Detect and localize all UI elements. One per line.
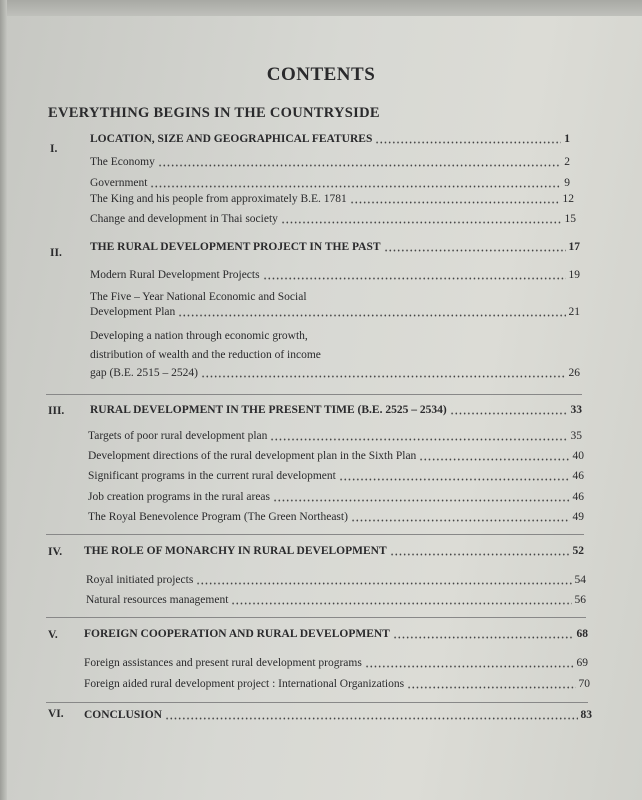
page-number: 52 [572, 545, 584, 557]
entry-title-line: The Five – Year National Economic and Social [90, 291, 307, 303]
dot-leader [390, 553, 570, 556]
entry-title: gap (B.E. 2515 – 2524) [90, 367, 198, 379]
section-numeral: II. [50, 247, 62, 259]
dot-leader [178, 314, 565, 317]
entry-title: Natural resources management [86, 594, 229, 606]
dot-leader [273, 499, 569, 502]
toc-entry[interactable] [90, 212, 576, 226]
section-numeral: V. [48, 629, 58, 641]
toc-entry[interactable] [84, 677, 590, 691]
toc-entry[interactable] [88, 510, 584, 524]
dot-leader [165, 717, 578, 720]
toc-entry[interactable] [90, 176, 570, 190]
page-subtitle: EVERYTHING BEGINS IN THE COUNTRYSIDE [48, 105, 380, 121]
section-numeral: III. [48, 405, 65, 417]
entry-title: Significant programs in the current rural development [88, 470, 336, 482]
section-title: THE ROLE OF MONARCHY IN RURAL DEVELOPMENT [84, 545, 387, 557]
section-title: THE RURAL DEVELOPMENT PROJECT IN THE PAST [90, 241, 381, 253]
dot-leader [158, 164, 561, 167]
dot-leader [281, 221, 562, 224]
page-number: 46 [572, 470, 584, 482]
entry-title: Development directions of the rural development plan in the Sixth Plan [88, 450, 417, 462]
page-number: 2 [564, 156, 570, 168]
page-number: 12 [562, 193, 574, 205]
entry-title-line: distribution of wealth and the reduction of income [90, 349, 321, 361]
dot-leader [407, 686, 575, 689]
toc-entry[interactable] [88, 490, 584, 504]
section-title: FOREIGN COOPERATION AND RURAL DEVELOPMENT [84, 628, 390, 640]
toc-entry[interactable] [86, 593, 586, 607]
dot-leader [450, 412, 568, 415]
toc-entry[interactable] [90, 305, 580, 319]
toc-entry[interactable] [88, 449, 584, 463]
entry-title: Targets of poor rural development plan [88, 430, 268, 442]
entry-title: Foreign assistances and present rural development programs [84, 657, 362, 669]
entry-title: The Economy [90, 156, 155, 168]
page-number: 49 [572, 511, 584, 523]
dot-leader [419, 458, 569, 461]
page-number: 9 [564, 177, 570, 189]
dot-leader [231, 602, 571, 605]
page-number: 54 [574, 574, 586, 586]
entry-title-line: Developing a nation through economic growth, [90, 330, 308, 342]
toc-entry[interactable] [86, 573, 586, 587]
toc-entry[interactable] [88, 429, 582, 443]
dot-leader [351, 519, 570, 522]
toc-entry[interactable] [84, 656, 588, 670]
section-numeral: IV. [48, 546, 63, 558]
section-numeral: VI. [48, 708, 64, 720]
toc-entry-section-4[interactable] [84, 544, 584, 558]
toc-entry-section-3[interactable] [90, 403, 582, 417]
dot-leader [365, 665, 574, 668]
entry-title: The King and his people from approximately B.E. 1781 [90, 193, 347, 205]
dot-leader [375, 141, 561, 144]
dot-leader [263, 277, 566, 280]
toc-entry-section-2[interactable] [90, 240, 580, 254]
toc-entry-section-1[interactable] [90, 132, 570, 146]
section-divider [46, 617, 586, 618]
page-number: 35 [570, 430, 582, 442]
page-number: 68 [576, 628, 588, 640]
section-title: RURAL DEVELOPMENT IN THE PRESENT TIME (B.E. 2525 – 2534) [90, 404, 447, 416]
dot-leader [270, 438, 567, 441]
page-number: 15 [564, 213, 576, 225]
section-title: LOCATION, SIZE AND GEOGRAPHICAL FEATURES [90, 133, 373, 145]
dot-leader [339, 478, 570, 481]
section-numeral: I. [50, 143, 58, 155]
entry-title: Job creation programs in the rural areas [88, 491, 271, 503]
page-title: CONTENTS [266, 64, 376, 85]
page-number: 69 [576, 657, 588, 669]
page-number: 70 [578, 678, 590, 690]
toc-entry-section-6[interactable] [84, 708, 592, 722]
entry-title: Modern Rural Development Projects [90, 269, 260, 281]
page-number: 19 [568, 269, 580, 281]
page-edge-shadow [0, 0, 7, 800]
toc-entry[interactable] [90, 366, 580, 380]
entry-title: Development Plan [90, 306, 176, 318]
dot-leader [350, 201, 560, 204]
toc-entry-section-5[interactable] [84, 627, 588, 641]
book-spine-shadow [0, 0, 642, 16]
dot-leader [201, 375, 566, 378]
page-number: 83 [580, 709, 592, 721]
entry-title: Foreign aided rural development project : International Organizations [84, 678, 405, 690]
toc-entry[interactable] [90, 155, 570, 169]
page-number: 17 [568, 241, 580, 253]
entry-title: Government [90, 177, 148, 189]
section-divider [46, 534, 584, 535]
page-number: 56 [574, 594, 586, 606]
entry-title: Change and development in Thai society [90, 213, 278, 225]
entry-title: Royal initiated projects [86, 574, 194, 586]
dot-leader [384, 249, 566, 252]
page-number: 1 [564, 133, 570, 145]
dot-leader [150, 185, 561, 188]
page-number: 40 [572, 450, 584, 462]
toc-entry[interactable] [90, 268, 580, 282]
page-number: 21 [568, 306, 580, 318]
page-number: 26 [568, 367, 580, 379]
section-divider [46, 394, 582, 395]
toc-entry[interactable] [90, 192, 574, 206]
entry-title: The Royal Benevolence Program (The Green Northeast) [88, 511, 348, 523]
section-divider [46, 702, 588, 703]
toc-entry[interactable] [88, 469, 584, 483]
page-number: 33 [570, 404, 582, 416]
dot-leader [196, 582, 571, 585]
dot-leader [393, 636, 574, 639]
section-title: CONCLUSION [84, 709, 162, 721]
page-number: 46 [572, 491, 584, 503]
